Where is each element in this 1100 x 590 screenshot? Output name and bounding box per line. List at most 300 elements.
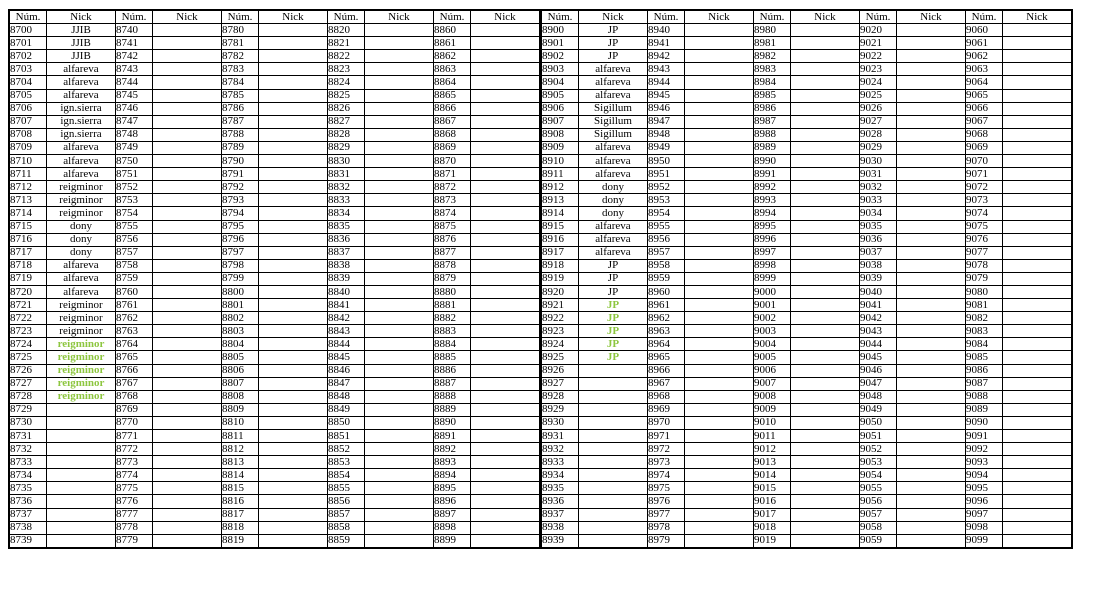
nick-cell <box>791 168 860 181</box>
nick-cell <box>1003 168 1073 181</box>
nick-cell <box>471 390 541 403</box>
number-cell: 8994 <box>754 207 791 220</box>
number-cell: 9028 <box>860 128 897 141</box>
nick-cell <box>153 403 222 416</box>
number-cell: 8768 <box>116 390 153 403</box>
nick-cell: alfareva <box>579 76 648 89</box>
number-cell: 9031 <box>860 168 897 181</box>
number-cell: 9027 <box>860 115 897 128</box>
number-cell: 8851 <box>328 430 365 443</box>
nick-cell <box>259 312 328 325</box>
nick-cell <box>897 194 966 207</box>
number-cell: 8857 <box>328 508 365 521</box>
nick-cell <box>365 141 434 154</box>
nick-cell <box>791 390 860 403</box>
number-cell: 8866 <box>434 102 471 115</box>
nick-cell <box>897 246 966 259</box>
number-cell: 8890 <box>434 416 471 429</box>
number-cell: 8739 <box>9 534 47 548</box>
header-row <box>9 10 540 24</box>
nick-cell <box>1003 443 1073 456</box>
nick-cell <box>1003 207 1073 220</box>
nick-cell: reigminor <box>47 299 116 312</box>
nick-cell: alfareva <box>579 246 648 259</box>
table-row <box>542 299 1073 312</box>
nick-cell: JJIB <box>47 50 116 63</box>
nick-cell <box>259 141 328 154</box>
number-cell: 8810 <box>222 416 259 429</box>
number-cell: 8992 <box>754 181 791 194</box>
nick-cell <box>471 181 541 194</box>
number-cell: 8893 <box>434 456 471 469</box>
nick-cell <box>897 233 966 246</box>
number-cell: 8818 <box>222 521 259 534</box>
table-row <box>542 469 1073 482</box>
number-cell: 8943 <box>648 63 685 76</box>
number-cell: 8911 <box>542 168 579 181</box>
number-cell: 8998 <box>754 259 791 272</box>
nick-cell <box>791 128 860 141</box>
nick-cell <box>471 403 541 416</box>
nick-cell: alfareva <box>579 233 648 246</box>
number-cell: 8934 <box>542 469 579 482</box>
nick-cell <box>153 102 222 115</box>
number-cell: 8845 <box>328 351 365 364</box>
number-cell: 8742 <box>116 50 153 63</box>
nick-cell <box>471 155 541 168</box>
number-cell: 8713 <box>9 194 47 207</box>
nick-cell <box>365 521 434 534</box>
nick-cell <box>471 50 541 63</box>
nick-cell <box>153 63 222 76</box>
nick-cell <box>1003 220 1073 233</box>
nick-cell <box>153 272 222 285</box>
nick-cell <box>685 403 754 416</box>
number-cell: 9001 <box>754 299 791 312</box>
number-cell: 8808 <box>222 390 259 403</box>
number-cell: 8828 <box>328 128 365 141</box>
table-row <box>542 50 1073 63</box>
number-cell: 8933 <box>542 456 579 469</box>
number-cell: 8888 <box>434 390 471 403</box>
nick-cell <box>897 443 966 456</box>
number-cell: 8889 <box>434 403 471 416</box>
nick-cell <box>1003 128 1073 141</box>
number-cell: 8944 <box>648 76 685 89</box>
number-cell: 8806 <box>222 364 259 377</box>
nick-cell <box>685 37 754 50</box>
nick-cell <box>791 456 860 469</box>
nick-cell <box>47 456 116 469</box>
number-cell: 9040 <box>860 285 897 298</box>
number-cell: 8908 <box>542 128 579 141</box>
table-row <box>542 508 1073 521</box>
number-cell: 8716 <box>9 233 47 246</box>
nick-cell <box>579 508 648 521</box>
nick-cell <box>897 416 966 429</box>
number-cell: 8833 <box>328 194 365 207</box>
nick-cell: JP <box>579 351 648 364</box>
number-cell: 9025 <box>860 89 897 102</box>
number-cell: 8720 <box>9 285 47 298</box>
nick-cell <box>791 443 860 456</box>
nick-cell <box>153 482 222 495</box>
nick-cell <box>1003 246 1073 259</box>
nick-cell <box>685 325 754 338</box>
number-cell: 9061 <box>966 37 1003 50</box>
nick-cell <box>791 482 860 495</box>
nick-cell <box>153 181 222 194</box>
nick-cell <box>471 246 541 259</box>
nick-cell <box>365 325 434 338</box>
number-cell: 9096 <box>966 495 1003 508</box>
nick-cell: JP <box>579 338 648 351</box>
num-header: Núm. <box>754 10 791 24</box>
number-cell: 9095 <box>966 482 1003 495</box>
number-cell: 8775 <box>116 482 153 495</box>
number-cell: 8997 <box>754 246 791 259</box>
nick-cell <box>153 89 222 102</box>
number-cell: 8734 <box>9 469 47 482</box>
number-cell: 8891 <box>434 430 471 443</box>
nick-cell <box>471 272 541 285</box>
number-cell: 9068 <box>966 128 1003 141</box>
nick-cell <box>685 456 754 469</box>
number-cell: 8938 <box>542 521 579 534</box>
table-row <box>542 495 1073 508</box>
number-cell: 8846 <box>328 364 365 377</box>
number-cell: 8881 <box>434 299 471 312</box>
nick-cell <box>897 299 966 312</box>
number-cell: 9050 <box>860 416 897 429</box>
number-cell: 8802 <box>222 312 259 325</box>
number-cell: 9070 <box>966 155 1003 168</box>
nick-cell <box>791 115 860 128</box>
nick-cell <box>1003 508 1073 521</box>
nick-cell <box>259 508 328 521</box>
nick-cell <box>153 456 222 469</box>
num-header: Núm. <box>9 10 47 24</box>
nick-cell <box>685 259 754 272</box>
nick-header: Nick <box>897 10 966 24</box>
nick-cell <box>685 89 754 102</box>
number-cell: 8982 <box>754 50 791 63</box>
number-cell: 9010 <box>754 416 791 429</box>
nick-cell <box>897 430 966 443</box>
table-row <box>542 456 1073 469</box>
nick-cell: alfareva <box>47 259 116 272</box>
number-cell: 9083 <box>966 325 1003 338</box>
nick-cell <box>897 521 966 534</box>
num-header: Núm. <box>648 10 685 24</box>
number-cell: 9043 <box>860 325 897 338</box>
nick-cell <box>365 246 434 259</box>
number-cell: 8789 <box>222 141 259 154</box>
nick-cell <box>47 469 116 482</box>
number-cell: 8814 <box>222 469 259 482</box>
nick-cell <box>685 220 754 233</box>
table-row <box>9 102 540 115</box>
nick-cell <box>897 89 966 102</box>
number-cell: 8999 <box>754 272 791 285</box>
number-cell: 8750 <box>116 155 153 168</box>
nick-cell <box>579 482 648 495</box>
nick-cell <box>685 246 754 259</box>
nick-cell <box>1003 469 1073 482</box>
number-cell: 8925 <box>542 351 579 364</box>
number-cell: 9082 <box>966 312 1003 325</box>
number-cell: 8952 <box>648 181 685 194</box>
nick-cell <box>259 416 328 429</box>
nick-cell <box>685 377 754 390</box>
number-cell: 9064 <box>966 76 1003 89</box>
number-cell: 9093 <box>966 456 1003 469</box>
nick-cell <box>259 102 328 115</box>
nick-cell <box>685 390 754 403</box>
table-row <box>9 338 540 351</box>
table-row <box>542 63 1073 76</box>
number-cell: 9055 <box>860 482 897 495</box>
nick-cell <box>153 220 222 233</box>
nick-cell <box>579 390 648 403</box>
nick-cell <box>1003 285 1073 298</box>
number-cell: 9011 <box>754 430 791 443</box>
number-cell: 8740 <box>116 24 153 37</box>
number-cell: 8710 <box>9 155 47 168</box>
number-cell: 8726 <box>9 364 47 377</box>
number-cell: 8973 <box>648 456 685 469</box>
nick-cell <box>365 181 434 194</box>
table-row <box>542 141 1073 154</box>
nick-cell <box>153 364 222 377</box>
number-cell: 9038 <box>860 259 897 272</box>
nick-cell <box>365 207 434 220</box>
number-cell: 8835 <box>328 220 365 233</box>
number-cell: 9045 <box>860 351 897 364</box>
number-cell: 8895 <box>434 482 471 495</box>
nick-cell <box>259 456 328 469</box>
number-cell: 9052 <box>860 443 897 456</box>
table-row <box>9 24 540 37</box>
nick-cell <box>153 194 222 207</box>
table-row <box>542 155 1073 168</box>
number-cell: 8793 <box>222 194 259 207</box>
number-cell: 8729 <box>9 403 47 416</box>
table-row <box>9 364 540 377</box>
table-row <box>9 403 540 416</box>
nick-cell <box>897 338 966 351</box>
nick-cell: alfareva <box>579 63 648 76</box>
table-row <box>542 390 1073 403</box>
nick-cell <box>365 128 434 141</box>
number-cell: 8898 <box>434 521 471 534</box>
nick-cell: alfareva <box>579 168 648 181</box>
number-cell: 8752 <box>116 181 153 194</box>
number-cell: 8854 <box>328 469 365 482</box>
number-cell: 9091 <box>966 430 1003 443</box>
number-cell: 8940 <box>648 24 685 37</box>
table-row <box>9 76 540 89</box>
number-cell: 8922 <box>542 312 579 325</box>
table-row <box>9 312 540 325</box>
nick-cell <box>471 338 541 351</box>
number-cell: 9035 <box>860 220 897 233</box>
nick-cell: dony <box>579 181 648 194</box>
nick-cell <box>791 495 860 508</box>
nick-cell <box>365 76 434 89</box>
nick-cell <box>259 521 328 534</box>
number-cell: 8717 <box>9 246 47 259</box>
nick-cell <box>471 168 541 181</box>
number-cell: 8958 <box>648 259 685 272</box>
table-row <box>9 377 540 390</box>
number-cell: 8774 <box>116 469 153 482</box>
number-cell: 8703 <box>9 63 47 76</box>
number-cell: 8919 <box>542 272 579 285</box>
number-cell: 9023 <box>860 63 897 76</box>
number-cell: 8736 <box>9 495 47 508</box>
nick-cell <box>259 272 328 285</box>
number-cell: 8980 <box>754 24 791 37</box>
nick-cell <box>791 246 860 259</box>
nick-cell <box>153 115 222 128</box>
nick-cell: alfareva <box>47 89 116 102</box>
number-cell: 8905 <box>542 89 579 102</box>
nick-cell <box>47 521 116 534</box>
nick-cell <box>791 220 860 233</box>
nick-cell <box>47 508 116 521</box>
nick-cell <box>471 285 541 298</box>
nick-cell <box>471 443 541 456</box>
nick-cell <box>47 403 116 416</box>
number-cell: 8899 <box>434 534 471 548</box>
number-cell: 9007 <box>754 377 791 390</box>
number-cell: 8910 <box>542 155 579 168</box>
table-row <box>9 50 540 63</box>
nick-cell: reigminor <box>47 338 116 351</box>
nick-cell <box>259 181 328 194</box>
number-cell: 8759 <box>116 272 153 285</box>
number-cell: 8872 <box>434 181 471 194</box>
nick-cell <box>153 285 222 298</box>
nick-cell <box>791 312 860 325</box>
nick-cell <box>259 469 328 482</box>
table-row <box>9 534 540 548</box>
nick-cell: JP <box>579 272 648 285</box>
nick-cell <box>471 534 541 548</box>
nick-cell <box>791 521 860 534</box>
nick-cell <box>153 312 222 325</box>
nick-cell <box>791 76 860 89</box>
nick-cell <box>365 168 434 181</box>
nick-cell <box>685 534 754 548</box>
table-row <box>542 443 1073 456</box>
number-cell: 8799 <box>222 272 259 285</box>
number-cell: 8712 <box>9 181 47 194</box>
nick-cell <box>259 50 328 63</box>
number-cell: 8947 <box>648 115 685 128</box>
number-cell: 8945 <box>648 89 685 102</box>
nick-cell <box>259 403 328 416</box>
number-cell: 8837 <box>328 246 365 259</box>
number-cell: 8817 <box>222 508 259 521</box>
number-cell: 8920 <box>542 285 579 298</box>
number-cell: 8781 <box>222 37 259 50</box>
nick-table-block <box>541 9 1073 549</box>
nick-cell: alfareva <box>579 155 648 168</box>
number-cell: 9059 <box>860 534 897 548</box>
number-cell: 8715 <box>9 220 47 233</box>
num-header: Núm. <box>222 10 259 24</box>
table-row <box>9 430 540 443</box>
number-cell: 9084 <box>966 338 1003 351</box>
number-cell: 9003 <box>754 325 791 338</box>
nick-cell <box>471 115 541 128</box>
nick-cell <box>897 102 966 115</box>
nick-cell <box>897 469 966 482</box>
number-cell: 8949 <box>648 141 685 154</box>
number-cell: 8914 <box>542 207 579 220</box>
nick-cell: reigminor <box>47 351 116 364</box>
number-cell: 8735 <box>9 482 47 495</box>
number-cell: 8807 <box>222 377 259 390</box>
nick-cell <box>579 377 648 390</box>
number-cell: 8822 <box>328 50 365 63</box>
number-cell: 8931 <box>542 430 579 443</box>
nick-cell <box>1003 181 1073 194</box>
nick-cell <box>259 37 328 50</box>
number-cell: 8909 <box>542 141 579 154</box>
number-cell: 8758 <box>116 259 153 272</box>
nick-cell <box>897 456 966 469</box>
number-cell: 8900 <box>542 24 579 37</box>
number-cell: 8812 <box>222 443 259 456</box>
nick-header: Nick <box>685 10 754 24</box>
num-header: Núm. <box>542 10 579 24</box>
number-cell: 8870 <box>434 155 471 168</box>
number-cell: 8902 <box>542 50 579 63</box>
number-cell: 8832 <box>328 181 365 194</box>
nick-cell <box>1003 259 1073 272</box>
number-cell: 9041 <box>860 299 897 312</box>
nick-cell <box>153 521 222 534</box>
nick-cell <box>47 443 116 456</box>
nick-cell <box>791 403 860 416</box>
nick-cell: JP <box>579 24 648 37</box>
number-cell: 8820 <box>328 24 365 37</box>
number-cell: 8901 <box>542 37 579 50</box>
num-header: Núm. <box>434 10 471 24</box>
nick-cell <box>791 430 860 443</box>
number-cell: 8977 <box>648 508 685 521</box>
nick-cell <box>471 299 541 312</box>
header-row <box>542 10 1073 24</box>
number-cell: 8926 <box>542 364 579 377</box>
nick-cell <box>791 181 860 194</box>
number-cell: 8763 <box>116 325 153 338</box>
table-row <box>9 325 540 338</box>
number-cell: 8826 <box>328 102 365 115</box>
nick-cell <box>791 37 860 50</box>
nick-cell <box>1003 325 1073 338</box>
nick-cell <box>153 24 222 37</box>
number-cell: 9088 <box>966 390 1003 403</box>
number-cell: 8714 <box>9 207 47 220</box>
number-cell: 8838 <box>328 259 365 272</box>
number-cell: 8732 <box>9 443 47 456</box>
table-row <box>9 194 540 207</box>
nick-cell <box>365 259 434 272</box>
